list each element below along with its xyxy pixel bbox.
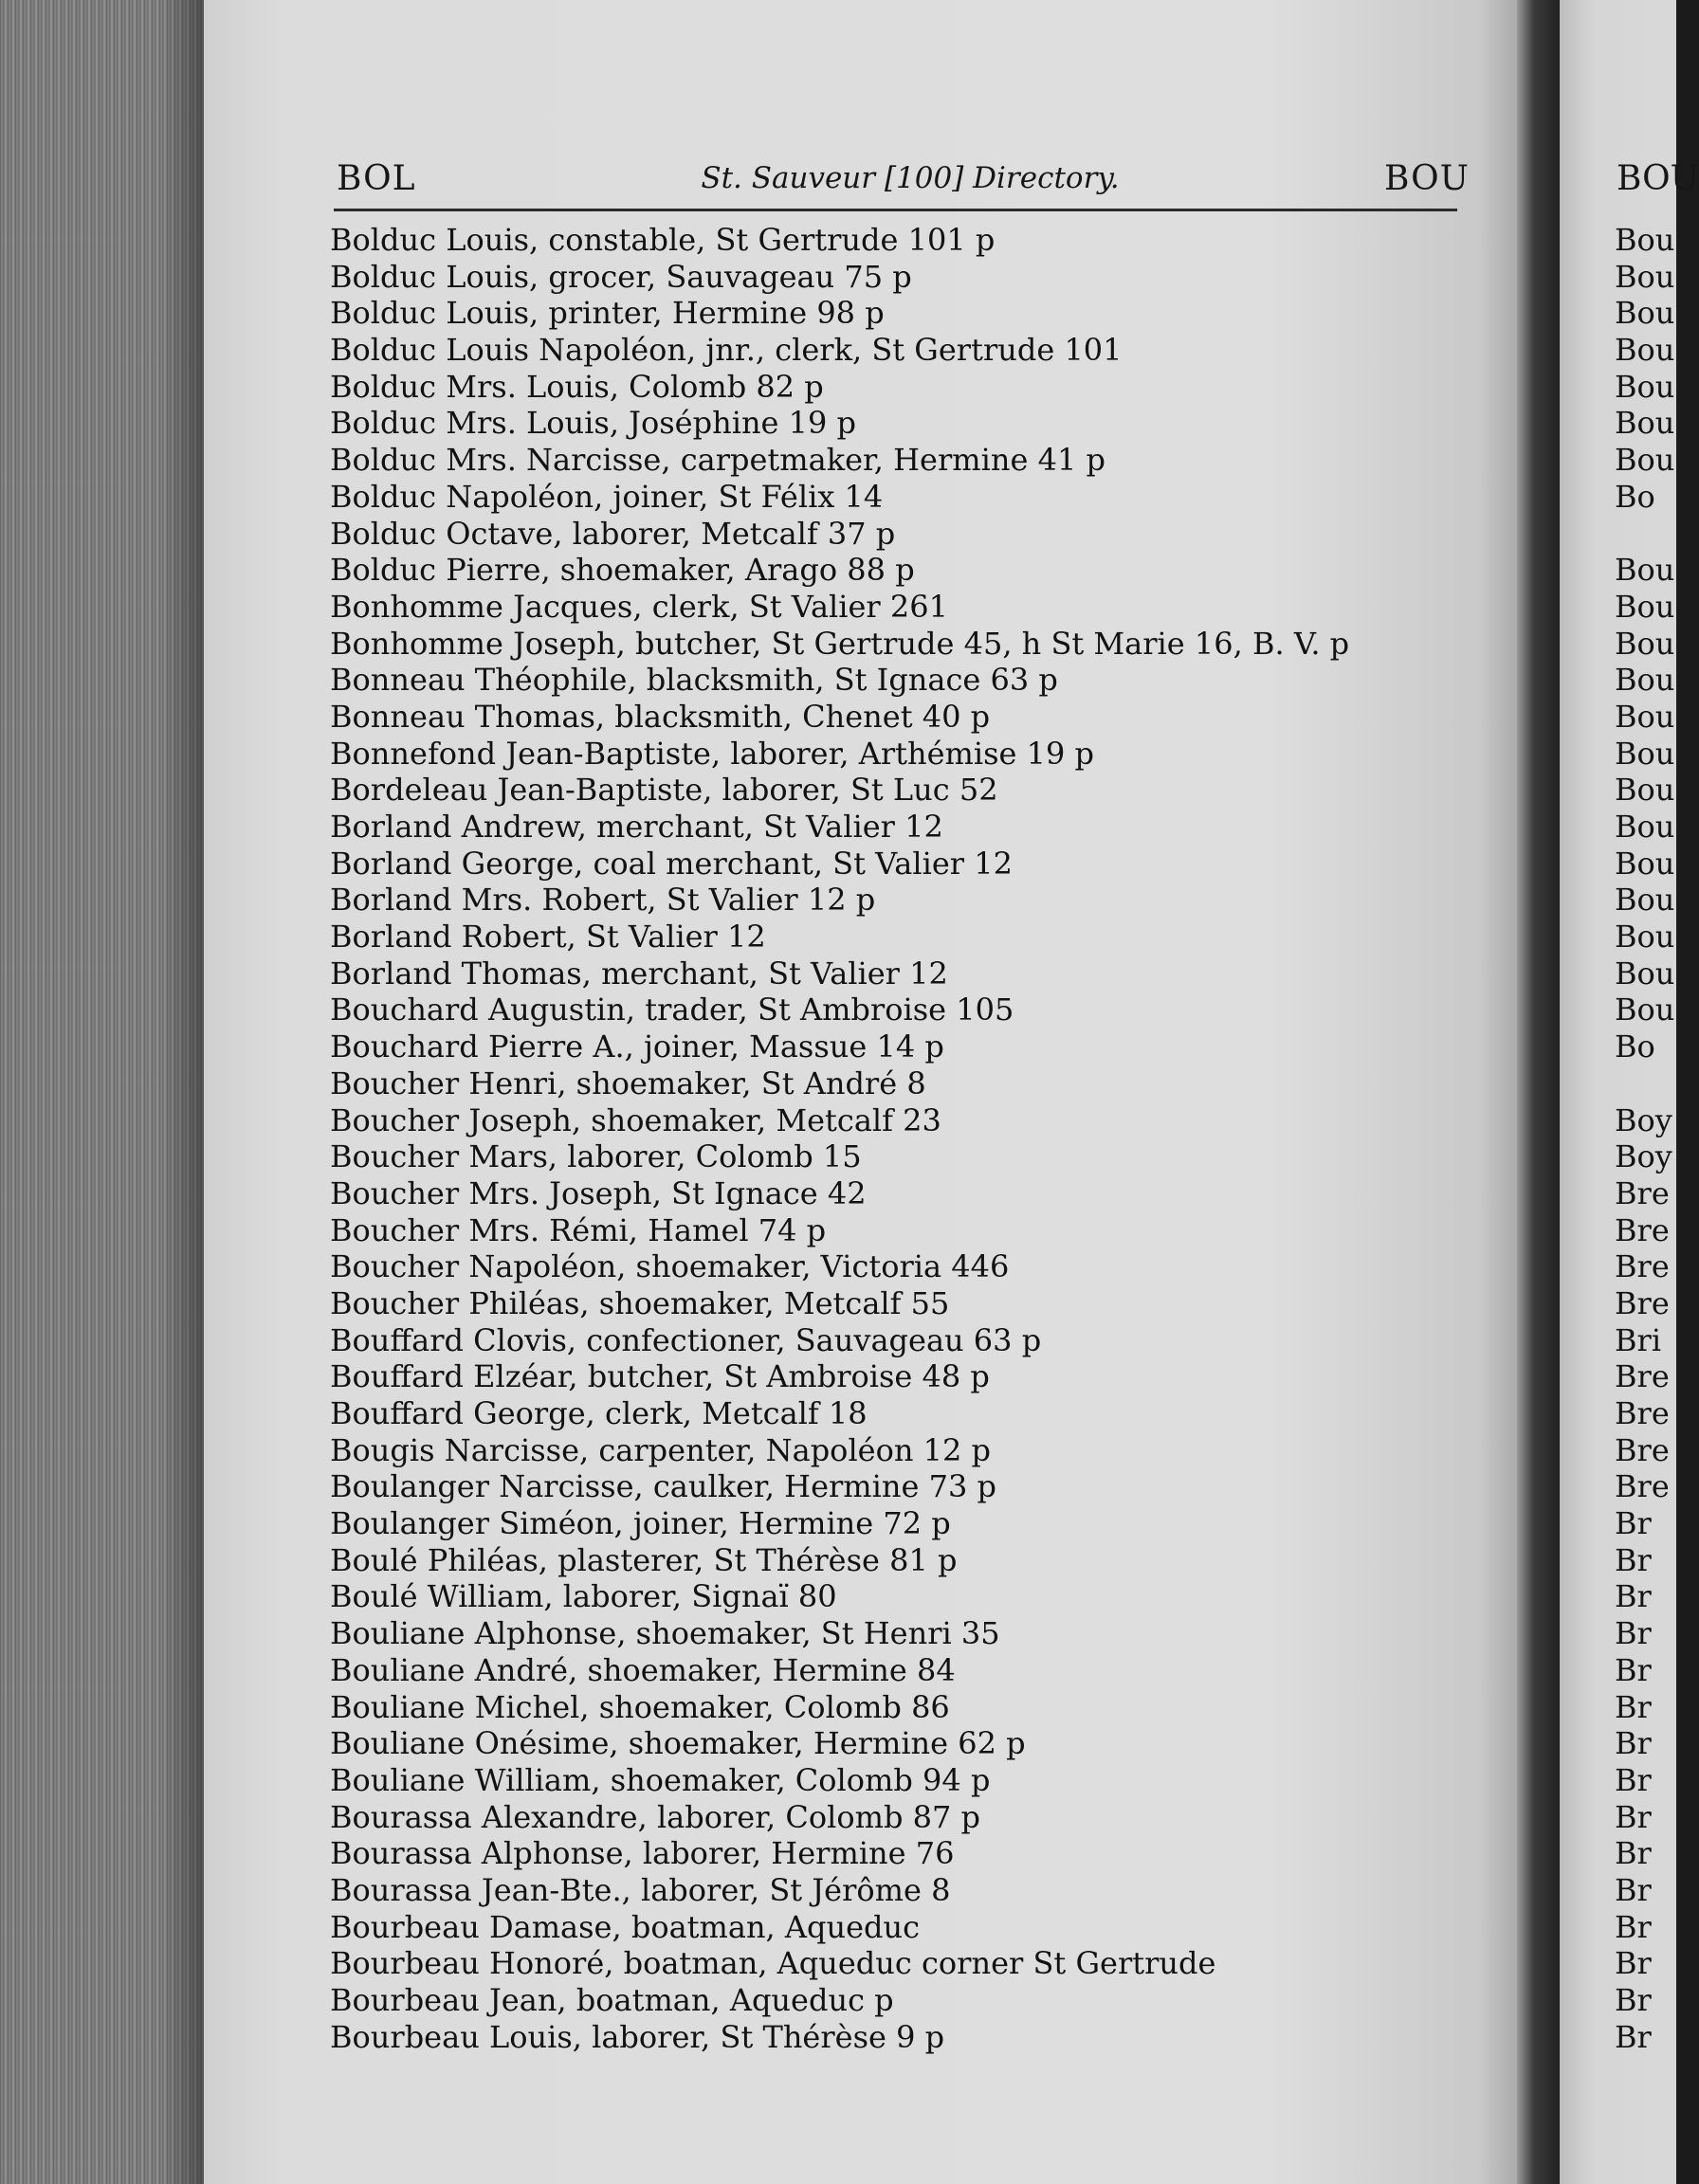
facing-page-entry: Br (1615, 1651, 1652, 1688)
facing-page-entry: Bou (1615, 735, 1675, 772)
directory-entry: Bouliane Onésime, shoemaker, Hermine 62 p (330, 1725, 1026, 1762)
facing-page-entry: Br (1615, 1725, 1652, 1762)
directory-entry: Bouliane William, shoemaker, Colomb 94 p (330, 1761, 991, 1798)
facing-page-entry: Br (1615, 1798, 1652, 1835)
facing-page-entry: Bou (1615, 625, 1675, 662)
facing-page-entry: Bou (1615, 809, 1675, 845)
directory-entry: Boucher Napoléon, shoemaker, Victoria 446 (330, 1248, 1010, 1285)
facing-page-entry: Br (1615, 2018, 1652, 2055)
directory-entry: Bonhomme Joseph, butcher, St Gertrude 45, h St Marie 16, B. V. p (330, 625, 1350, 662)
facing-page-entry: Bou (1615, 882, 1675, 919)
facing-page-entry: Bou (1615, 919, 1675, 956)
directory-entry: Bolduc Pierre, shoemaker, Arago 88 p (330, 552, 915, 589)
directory-entry: Boucher Joseph, shoemaker, Metcalf 23 (330, 1101, 941, 1138)
facing-page-entry: Br (1615, 1505, 1652, 1542)
facing-page-entry: Bou (1615, 552, 1675, 589)
directory-entry: Boucher Henri, shoemaker, St André 8 (330, 1065, 926, 1101)
directory-entry: Boucher Mrs. Joseph, St Ignace 42 (330, 1174, 867, 1211)
facing-page-entry: Br (1615, 1541, 1652, 1578)
directory-entry: Bonhomme Jacques, clerk, St Valier 261 (330, 588, 948, 625)
facing-page-entry: Bou (1615, 662, 1675, 699)
facing-page-entry: Bo (1615, 1028, 1655, 1065)
facing-page-entry: Bre (1615, 1431, 1670, 1468)
running-head-title: St. Sauveur [100] Directory. (701, 161, 1120, 195)
directory-entry: Bouffard Elzéar, butcher, St Ambroise 48 p (330, 1358, 990, 1395)
directory-entry: Bolduc Mrs. Louis, Joséphine 19 p (330, 405, 857, 442)
directory-entry: Bonnefond Jean-Baptiste, laborer, Arthémise 19 p (330, 735, 1095, 772)
header-rule (334, 209, 1457, 211)
directory-entry: Borland Thomas, merchant, St Valier 12 (330, 955, 948, 992)
facing-page-entry: Bre (1615, 1174, 1670, 1211)
facing-page-entry: Br (1615, 1761, 1652, 1798)
directory-entry: Bolduc Mrs. Narcisse, carpetmaker, Hermine 41 p (330, 442, 1105, 479)
facing-page-entry: Br (1615, 1871, 1652, 1908)
facing-page-entry: Br (1615, 1945, 1652, 1982)
facing-page-entry: Bou (1615, 332, 1675, 369)
directory-entry: Bonneau Théophile, blacksmith, St Ignace 63 p (330, 662, 1058, 699)
directory-entry: Bourassa Jean-Bte., laborer, St Jérôme 8 (330, 1871, 951, 1908)
directory-entry: Bonneau Thomas, blacksmith, Chenet 40 p (330, 698, 991, 735)
facing-page-entries (1615, 222, 1676, 2055)
facing-page-entry: Bou (1615, 442, 1675, 479)
facing-page-entry: Bou (1615, 772, 1675, 809)
directory-entry: Bouliane Alphonse, shoemaker, St Henri 35 (330, 1615, 1000, 1652)
facing-page-entry: Boy (1615, 1101, 1672, 1138)
running-head-right: BOU (1384, 159, 1470, 198)
directory-entry: Bouchard Augustin, trader, St Ambroise 105 (330, 992, 1014, 1028)
facing-page-entry: Bri (1615, 1321, 1662, 1358)
facing-page-entry (1615, 1065, 1676, 1102)
facing-page-entry: Boy (1615, 1138, 1672, 1175)
directory-entry: Bordeleau Jean-Baptiste, laborer, St Luc 52 (330, 772, 998, 809)
directory-entry: Bouliane Michel, shoemaker, Colomb 86 (330, 1688, 950, 1725)
facing-page-entry: Bou (1615, 258, 1675, 295)
directory-entry: Bouchard Pierre A., joiner, Massue 14 p (330, 1028, 944, 1065)
directory-entry: Bourassa Alexandre, laborer, Colomb 87 p (330, 1798, 980, 1835)
directory-entry: Bolduc Octave, laborer, Metcalf 37 p (330, 515, 896, 552)
directory-entries (330, 222, 1496, 2055)
running-head-left: BOL (337, 159, 416, 198)
directory-entry: Borland Robert, St Valier 12 (330, 919, 766, 956)
directory-entry: Boulanger Narcisse, caulker, Hermine 73 p (330, 1468, 996, 1505)
facing-page-entry: Bou (1615, 588, 1675, 625)
directory-entry: Bourassa Alphonse, laborer, Hermine 76 (330, 1835, 955, 1872)
book-gutter (1517, 0, 1560, 2184)
directory-entry: Boucher Mrs. Rémi, Hamel 74 p (330, 1211, 827, 1248)
directory-entry: Bouffard Clovis, confectioner, Sauvageau 63 p (330, 1321, 1042, 1358)
directory-entry: Boucher Philéas, shoemaker, Metcalf 55 (330, 1284, 950, 1321)
facing-page-entry: Bou (1615, 698, 1675, 735)
facing-page-entry: Br (1615, 1688, 1652, 1725)
facing-page-entry: Bou (1615, 295, 1675, 332)
directory-entry: Bouliane André, shoemaker, Hermine 84 (330, 1651, 956, 1688)
facing-page-entry: Br (1615, 1615, 1652, 1652)
facing-page-running-head: BOU (1617, 159, 1699, 198)
directory-entry: Bolduc Louis Napoléon, jnr., clerk, St Gertrude 101 (330, 332, 1123, 369)
directory-entry: Bolduc Louis, grocer, Sauvageau 75 p (330, 258, 912, 295)
facing-page-entry: Bre (1615, 1248, 1670, 1285)
directory-entry: Bourbeau Damase, boatman, Aqueduc (330, 1908, 921, 1945)
facing-page-entry: Bou (1615, 992, 1675, 1028)
facing-page-entry: Br (1615, 1982, 1652, 2018)
directory-entry: Bourbeau Jean, boatman, Aqueduc p (330, 1982, 894, 2018)
facing-page-entry: Bou (1615, 405, 1675, 442)
directory-entry: Borland Mrs. Robert, St Valier 12 p (330, 882, 876, 919)
facing-page-entry: Bre (1615, 1468, 1670, 1505)
facing-page-entry: Bou (1615, 222, 1675, 258)
directory-entry: Bouffard George, clerk, Metcalf 18 (330, 1395, 868, 1431)
directory-entry: Bougis Narcisse, carpenter, Napoléon 12 p (330, 1431, 992, 1468)
facing-page-entry: Bou (1615, 845, 1675, 882)
facing-page-entry: Bre (1615, 1358, 1670, 1395)
facing-page-entry: Bou (1615, 955, 1675, 992)
page-edges-shadow (161, 0, 204, 2184)
facing-page-entry: Bo (1615, 478, 1655, 515)
facing-page-entry: Bou (1615, 368, 1675, 405)
directory-entry: Borland George, coal merchant, St Valier 12 (330, 845, 1013, 882)
facing-page-entry: Br (1615, 1908, 1652, 1945)
directory-entry: Bolduc Louis, constable, St Gertrude 101 p (330, 222, 996, 258)
directory-entry: Bourbeau Honoré, boatman, Aqueduc corner St Gertrude (330, 1945, 1216, 1982)
directory-entry: Boulanger Siméon, joiner, Hermine 72 p (330, 1505, 951, 1542)
directory-entry: Bolduc Louis, printer, Hermine 98 p (330, 295, 885, 332)
directory-entry: Boulé Philéas, plasterer, St Thérèse 81 p (330, 1541, 958, 1578)
directory-entry: Boucher Mars, laborer, Colomb 15 (330, 1138, 862, 1175)
facing-page-entry: Br (1615, 1835, 1652, 1872)
facing-page-entry: Bre (1615, 1395, 1670, 1431)
directory-entry: Bourbeau Louis, laborer, St Thérèse 9 p (330, 2018, 945, 2055)
directory-entry: Bolduc Mrs. Louis, Colomb 82 p (330, 368, 824, 405)
directory-entry: Bolduc Napoléon, joiner, St Félix 14 (330, 478, 884, 515)
directory-entry: Borland Andrew, merchant, St Valier 12 (330, 809, 943, 845)
facing-page-entry: Bre (1615, 1211, 1670, 1248)
facing-page-entry (1615, 516, 1676, 553)
facing-page-entry: Br (1615, 1578, 1652, 1615)
facing-page-entry: Bre (1615, 1284, 1670, 1321)
directory-entry: Boulé William, laborer, Signaï 80 (330, 1578, 837, 1615)
